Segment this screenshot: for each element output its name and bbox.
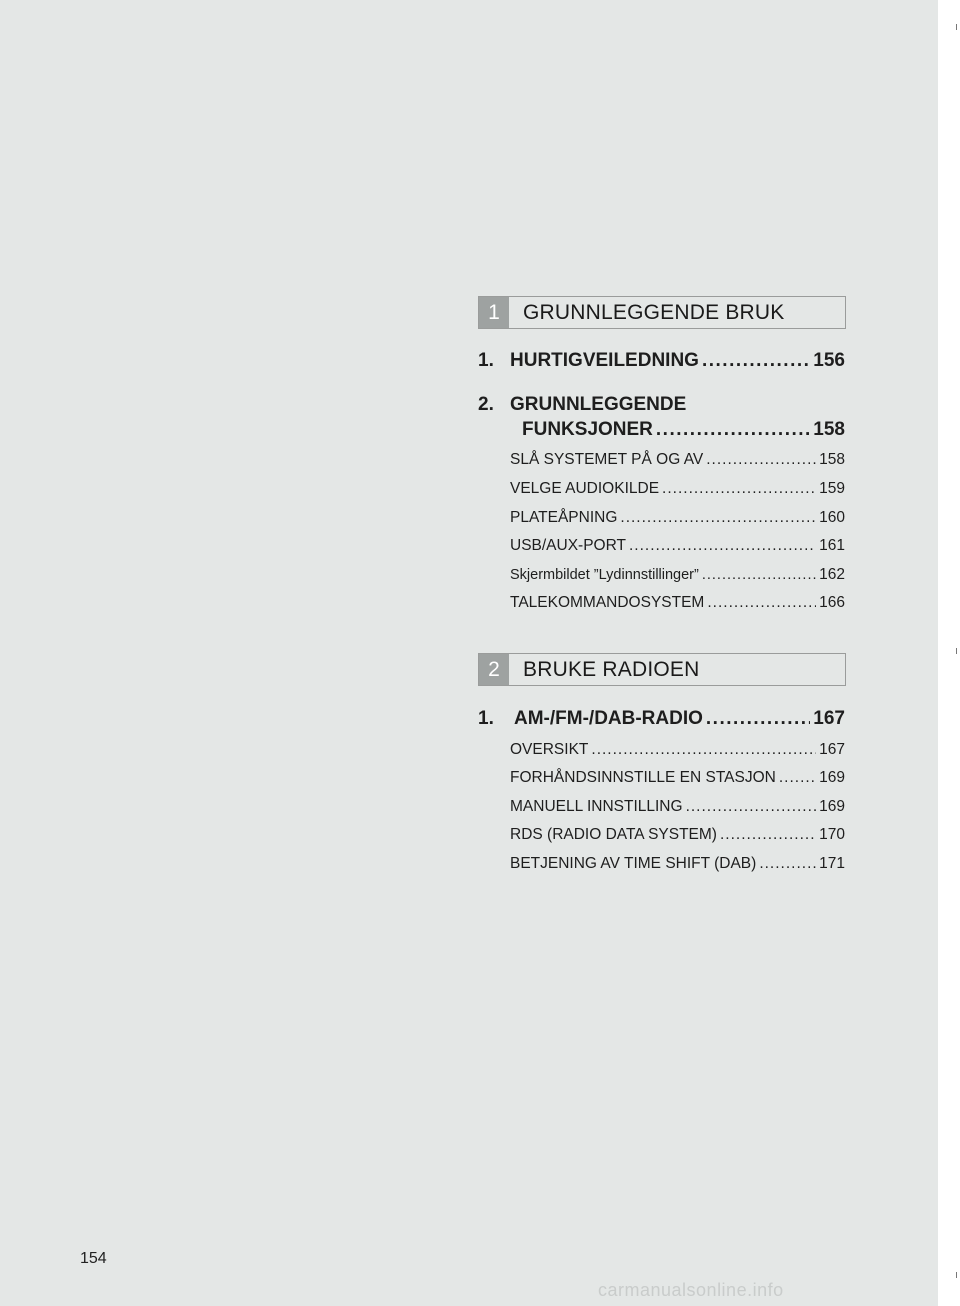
item-page: 160 [819,509,845,526]
dot-leader [591,741,816,759]
section-1-title: GRUNNLEGGENDE BRUK [523,300,785,324]
toc-item[interactable] [510,566,845,584]
toc-item[interactable] [510,741,845,759]
toc-item[interactable] [510,798,845,816]
toc-item[interactable] [510,480,845,498]
dot-leader [656,419,810,441]
item-page: 170 [819,826,845,843]
crop-mark [956,24,957,30]
item-title: MANUELL INNSTILLING [510,798,683,815]
toc-item[interactable] [510,509,845,527]
chapter-page: 156 [813,350,845,371]
toc-item[interactable] [510,855,845,873]
item-title: TALEKOMMANDOSYSTEM [510,594,705,611]
crop-mark [956,1272,957,1278]
toc-chapter-1-2-line2[interactable] [522,419,845,441]
item-title: Skjermbildet ”Lydinnstillinger” [510,567,699,583]
toc-item[interactable] [510,594,845,612]
chapter-title-line1: GRUNNLEGGENDE [510,394,687,415]
chapter-title: AM-/FM-/DAB-RADIO [514,708,703,729]
item-title: FORHÅNDSINNSTILLE EN STASJON [510,769,776,786]
section-2-title: BRUKE RADIOEN [523,657,700,681]
item-page: 169 [819,798,845,815]
item-title: USB/AUX-PORT [510,537,626,554]
chapter-page: 167 [813,708,845,729]
toc-chapter-1-2-line1[interactable] [478,394,845,416]
toc-item[interactable] [510,451,845,469]
dot-leader [707,594,816,612]
item-title: BETJENING AV TIME SHIFT (DAB) [510,855,757,872]
item-page: 159 [819,480,845,497]
watermark-text: carmanualsonline.info [598,1280,784,1300]
chapter-number: 1. [478,350,494,371]
item-title: VELGE AUDIOKILDE [510,480,660,497]
dot-leader [686,798,817,816]
chapter-number: 1. [478,708,494,729]
section-1-number: 1 [479,297,509,328]
dot-leader [706,451,816,469]
toc-chapter-2-1[interactable] [478,708,845,730]
dot-leader [620,509,816,527]
item-page: 167 [819,741,845,758]
dot-leader [706,708,810,730]
item-page: 158 [819,451,845,468]
dot-leader [779,769,816,787]
toc-item[interactable] [510,537,845,555]
chapter-title-line2: FUNKSJONER [522,419,653,440]
toc-item[interactable] [510,826,845,844]
dot-leader [759,855,816,873]
dot-leader [629,537,816,555]
item-page: 166 [819,594,845,611]
dot-leader [662,480,816,498]
item-title: SLÅ SYSTEMET PÅ OG AV [510,451,704,468]
item-page: 162 [819,566,845,583]
item-title: RDS (RADIO DATA SYSTEM) [510,826,717,843]
item-page: 169 [819,769,845,786]
section-2-header [478,653,846,686]
dot-leader [720,826,816,844]
dot-leader [702,567,816,583]
section-1-header [478,296,846,329]
page-number: 154 [80,1250,107,1267]
toc-chapter-1-1[interactable] [478,350,845,372]
item-page: 161 [819,537,845,554]
chapter-number: 2. [478,394,494,415]
item-title: OVERSIKT [510,741,589,758]
section-2-number: 2 [479,654,509,685]
toc-item[interactable] [510,769,845,787]
chapter-title: HURTIGVEILEDNING [510,350,699,371]
item-page: 171 [819,855,845,872]
item-title: PLATEÅPNING [510,509,618,526]
crop-mark [956,648,957,654]
chapter-page: 158 [813,419,845,440]
dot-leader [702,350,810,372]
